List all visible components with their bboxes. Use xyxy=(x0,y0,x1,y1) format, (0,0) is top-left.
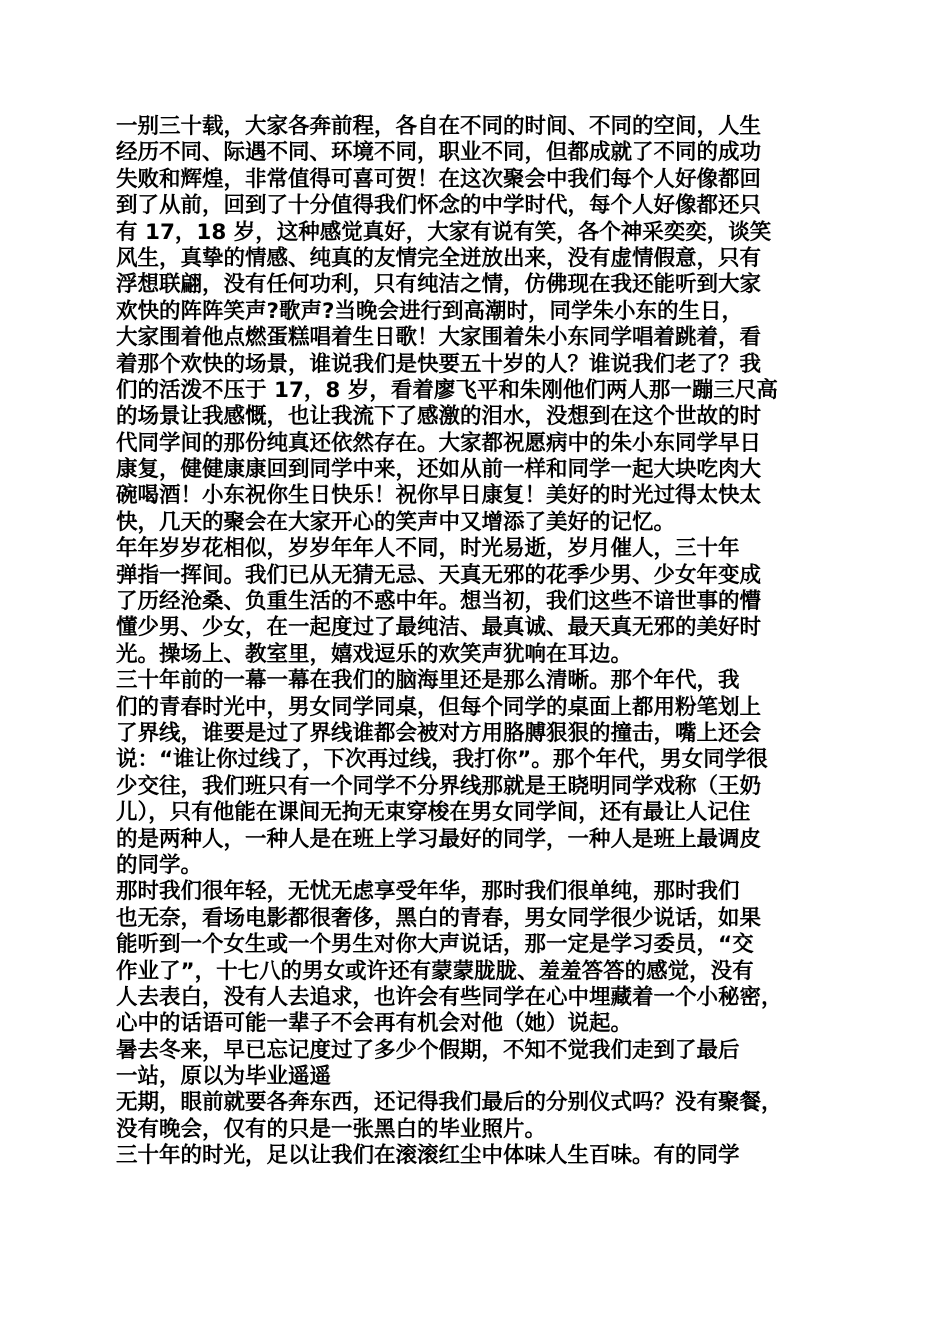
text-line: 大家围着他点燃蛋糕唱着生日歌！大家围着朱小东同学唱着跳着，看 xyxy=(116,325,762,351)
text-line: 少交往，我们班只有一个同学不分界线那就是王晓明同学戏称（王奶 xyxy=(116,773,762,799)
text-line: 弹指一挥间。我们已从无猜无忌、天真无邪的花季少男、少女年变成 xyxy=(116,562,762,588)
text-line: 了历经沧桑、负重生活的不惑中年。想当初，我们这些不谙世事的懵 xyxy=(116,589,762,615)
text-line: 了界线，谁要是过了界线谁都会被对方用胳膊狠狠的撞击，嘴上还会 xyxy=(116,720,762,746)
text-line: 经历不同、际遇不同、环境不同，职业不同，但都成就了不同的成功 xyxy=(116,140,762,166)
text-line: 碗喝酒！小东祝你生日快乐！祝你早日康复！美好的时光过得太快太 xyxy=(116,483,762,509)
text-line: 说：“谁让你过线了，下次再过线，我打你”。那个年代，男女同学很 xyxy=(116,747,768,773)
text-line: 代同学间的那份纯真还依然存在。大家都祝愿病中的朱小东同学早日 xyxy=(116,430,762,456)
text-line: 的场景让我感慨，也让我流下了感激的泪水，没想到在这个世故的时 xyxy=(116,404,762,430)
text-line: 一站，原以为毕业遥遥 xyxy=(116,1064,332,1090)
body-text xyxy=(116,114,846,1170)
text-line: 康复，健健康康回到同学中来，还如从前一样和同学一起大块吃肉大 xyxy=(116,457,762,483)
text-line: 那时我们很年轻，无忧无虑享受年华，那时我们很单纯，那时我们 xyxy=(116,879,740,905)
text-line: 到了从前，回到了十分值得我们怀念的中学时代，每个人好像都还只 xyxy=(116,193,762,219)
text-line: 风生，真挚的情感、纯真的友情完全迸放出来，没有虚情假意，只有 xyxy=(116,245,762,271)
text-line: 年年岁岁花相似，岁岁年年人不同，时光易逝，岁月催人，三十年 xyxy=(116,536,740,562)
text-line: 三十年的时光，足以让我们在滚滚红尘中体味人生百味。有的同学 xyxy=(116,1143,740,1169)
text-line: 光。操场上、教室里，嬉戏逗乐的欢笑声犹响在耳边。 xyxy=(116,641,633,667)
text-line: 三十年前的一幕一幕在我们的脑海里还是那么清晰。那个年代，我 xyxy=(116,668,740,694)
text-line: 心中的话语可能一辈子不会再有机会对他（她）说起。 xyxy=(116,1011,633,1037)
text-line: 失败和辉煌，非常值得可喜可贺！在这次聚会中我们每个人好像都回 xyxy=(116,166,762,192)
text-line: 作业了”，十七八的男女或许还有蒙蒙胧胧、羞羞答答的感觉，没有 xyxy=(116,958,754,984)
text-line: 没有晚会，仅有的只是一张黑白的毕业照片。 xyxy=(116,1116,547,1142)
text-line: 快，几天的聚会在大家开心的笑声中又增添了美好的记忆。 xyxy=(116,509,676,535)
text-line: 能听到一个女生或一个男生对你大声说话，那一定是学习委员，“交 xyxy=(116,932,754,958)
text-line: 们的活泼不压于 17，8 岁，看着廖飞平和朱刚他们两人那一蹦三尺高 xyxy=(116,377,778,403)
text-line: 懂少男、少女，在一起度过了最纯洁、最真诚、最天真无邪的美好时 xyxy=(116,615,762,641)
text-line: 着那个欢快的场景，谁说我们是快要五十岁的人？谁说我们老了？我 xyxy=(116,351,762,377)
text-line: 人去表白，没有人去追求，也许会有些同学在心中埋藏着一个小秘密， xyxy=(116,984,783,1010)
text-line: 的同学。 xyxy=(116,852,203,878)
text-line: 暑去冬来，早已忘记度过了多少个假期，不知不觉我们走到了最后 xyxy=(116,1037,740,1063)
text-line: 也无奈，看场电影都很奢侈，黑白的青春，男女同学很少说话，如果 xyxy=(116,905,762,931)
text-line: 的是两种人，一种人是在班上学习最好的同学，一种人是班上最调皮 xyxy=(116,826,762,852)
text-line: 们的青春时光中，男女同学同桌，但每个同学的桌面上都用粉笔划上 xyxy=(116,694,762,720)
text-line: 浮想联翩，没有任何功利，只有纯洁之情，仿佛现在我还能听到大家 xyxy=(116,272,762,298)
text-line: 有 17，18 岁，这种感觉真好，大家有说有笑，各个神采奕奕，谈笑 xyxy=(116,219,772,245)
text-line: 儿），只有他能在课间无拘无束穿梭在男女同学间，还有最让人记住 xyxy=(116,800,751,826)
text-line: 一别三十载，大家各奔前程，各自在不同的时间、不同的空间，人生 xyxy=(116,114,762,139)
text-line: 无期，眼前就要各奔东西，还记得我们最后的分别仪式吗？没有聚餐， xyxy=(116,1090,783,1116)
text-line: 欢快的阵阵笑声?歌声?当晚会进行到高潮时，同学朱小东的生日， xyxy=(116,298,743,324)
